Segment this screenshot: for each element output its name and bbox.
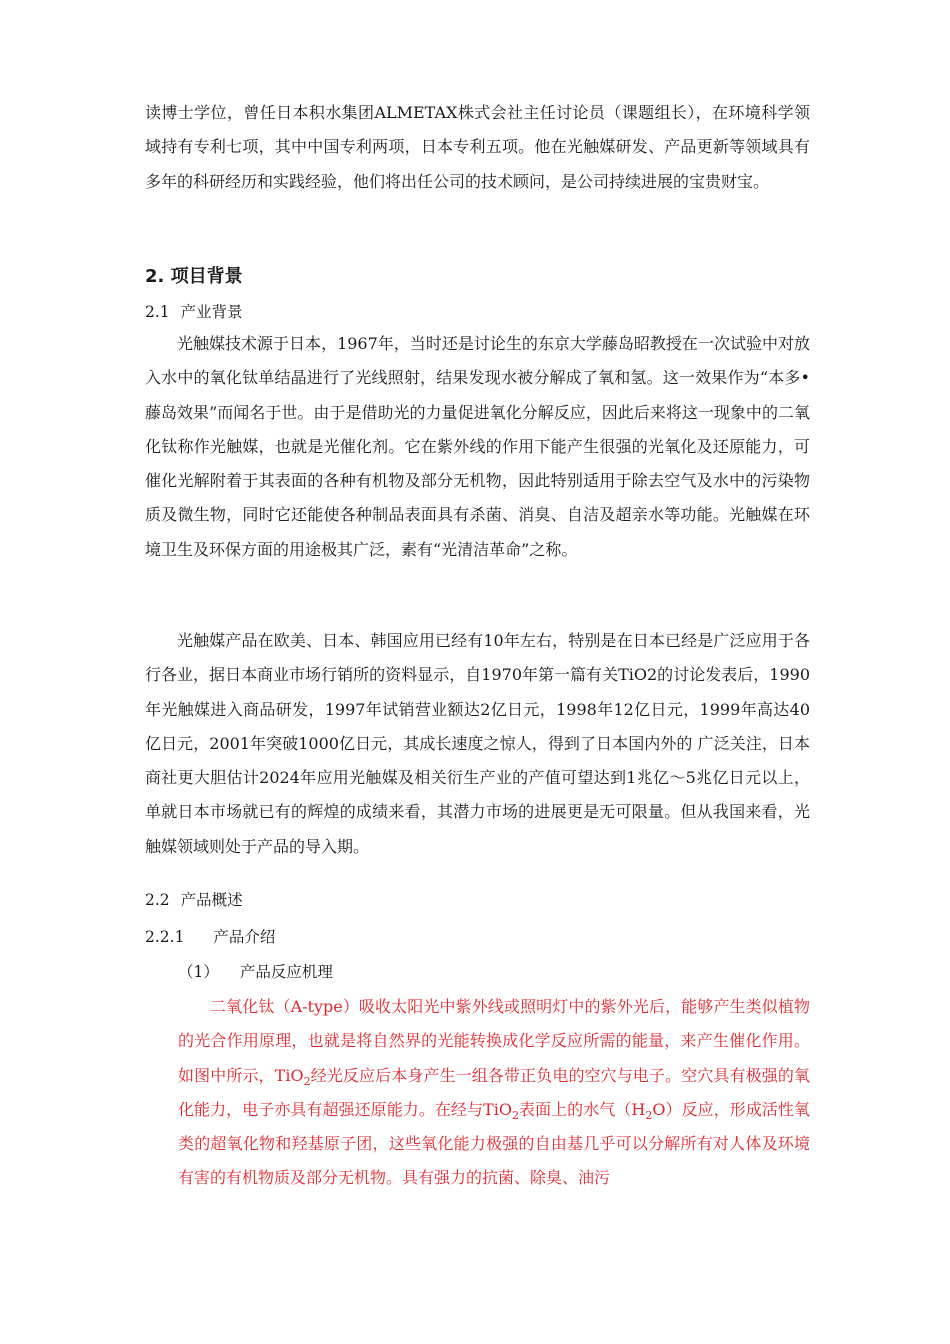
section-2-1-heading [145, 300, 243, 324]
item-number: （1） [178, 963, 219, 981]
formula-subscript: 2 [511, 1109, 519, 1123]
formula-base: TiO [274, 1065, 304, 1085]
text-run: 二氧化钛（A-type）吸收太阳光中紫外线或照明灯中的紫外光后，能够产生类似植物的光合作用原理，也就是将自然界的光能转换成化学反应所需的能量，来产生催化作用。如图中所示， [178, 997, 810, 1085]
formula-tio2 [483, 1099, 519, 1123]
section-2-2-heading [145, 888, 243, 912]
item-1-heading [178, 960, 333, 984]
item-title: 产品反应机理 [239, 963, 333, 981]
section-title: 产品介绍 [213, 928, 276, 946]
formula-subscript: 2 [645, 1109, 653, 1123]
section-title: 产品概述 [180, 891, 243, 909]
formula-tio2 [274, 1065, 311, 1088]
section-number: 2.2 [145, 891, 170, 909]
formula-base: H [631, 1099, 646, 1119]
paragraph-intro: 读博士学位，曾任日本积水集团ALMETAX株式会社主任讨论员（课题组长），在环境科学领域持有专利七项，其中中国专利两项，日本专利五项。他在光触媒研发、产品更新等领域具有多年的科研经历和实践经验，他们将出任公司的技术顾问，是公司持续进展的宝贵财宝。 [145, 103, 810, 191]
section-2-heading: 2. 项目背景 [145, 266, 243, 287]
text-run: 表面上的水气（ [518, 1099, 632, 1119]
formula-h2o [631, 1099, 666, 1123]
section-number: 2.2.1 [145, 928, 185, 946]
section-number: 2.1 [145, 303, 170, 321]
formula-base: TiO [483, 1099, 512, 1119]
formula-base: O [652, 1099, 666, 1119]
text-run: 经光反应后本身产生一组各带正负电的空穴与电子。空穴具有极强的氧化能力，电子亦具有超强还原能力。在经与 [178, 1065, 810, 1119]
formula-subscript: 2 [303, 1074, 311, 1088]
section-title: 产业背景 [180, 303, 243, 321]
text-run: ）反应，形成活性氧类的超氧化物和羟基原子团，这些氧化能力极强的自由基几乎可以分解所有对人体及环境有害的有机物质及部分无机物。具有强力的抗菌、除臭、油污 [178, 1099, 810, 1188]
paragraph-market-development: 光触媒产品在欧美、日本、韩国应用已经有10年左右，特别是在日本已经是广泛应用于各行各业，据日本商业市场行销所的资料显示，自1970年第一篇有关TiO2的讨论发表后，1990年光触媒进入商品研发，1997年试销营业额达2亿日元，1998年12亿日元，1999年高达40亿日元，2001年突破1000亿日元，其成长速度之惊人，得到了日本国内外的 广泛关注，日本商社更大胆估计2024年应用光触媒及相关衍生产业的产值可望达到1兆亿～5兆亿日元以上，单就日本市场就已有的辉煌的成绩来看，其潜力市场的进展更是无可限量。但从我国来看，光触媒领域则处于产品的导入期。 [145, 631, 810, 856]
section-2-2-1-heading [145, 925, 275, 949]
paragraph-industry-background: 光触媒技术源于日本，1967年，当时还是讨论生的东京大学藤岛昭教授在一次试验中对放入水中的氧化钛单结晶进行了光线照射，结果发现水被分解成了氧和氢。这一效果作为“本多•藤岛效果”而闻名于世。由于是借助光的力量促进氧化分解反应，因此后来将这一现象中的二氧化钛称作光触媒，也就是光催化剂。它在紫外线的作用下能产生很强的光氧化及还原能力，可催化光解附着于其表面的各种有机物及部分无机物，因此特别适用于除去空气及水中的污染物质及微生物，同时它还能使各种制品表面具有杀菌、消臭、自洁及超亲水等功能。光触媒在环境卫生及环保方面的用途极其广泛，素有“光清洁革命”之称。 [145, 334, 810, 559]
paragraph-reaction-mechanism [178, 990, 810, 1196]
